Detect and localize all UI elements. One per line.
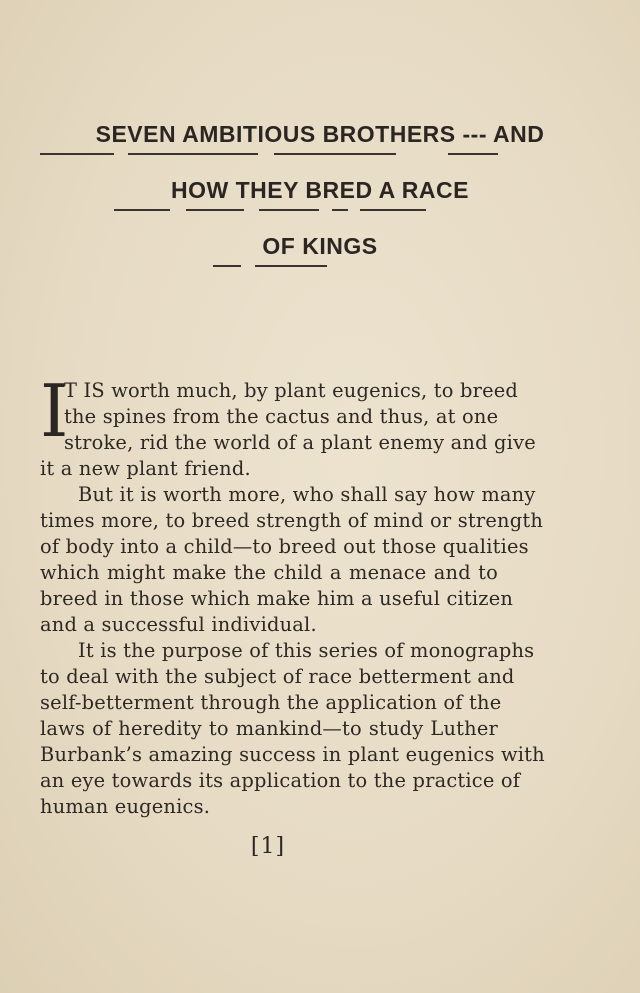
text-line: times more, to breed strength of mind or strength: [40, 509, 544, 532]
text-line: and a successful individual.: [40, 613, 317, 636]
text-line: Burbank’s amazing success in plant eugenics with: [40, 743, 545, 766]
chapter-title-line-1: SEVEN AMBITIOUS BROTHERS --- AND: [95, 121, 545, 147]
text-line: stroke, rid the world of a plant enemy and give: [64, 431, 536, 454]
text-line: of body into a child—to breed out those qualities: [40, 535, 529, 558]
paragraph-2: [40, 482, 544, 638]
title-underline: [114, 209, 170, 211]
text-line: It is the purpose of this series of monographs: [78, 639, 535, 662]
text-line: an eye towards its application to the practice of: [40, 769, 521, 792]
title-underline: [213, 265, 241, 267]
text-line: self-betterment through the application of the: [40, 691, 502, 714]
page-number: [1]: [250, 834, 286, 859]
title-underline: [274, 153, 396, 155]
text-line: it a new plant friend.: [40, 457, 251, 480]
chapter-title-line-3: OF KINGS: [262, 233, 378, 259]
text-line: breed in those which make him a useful citizen: [40, 587, 514, 610]
paragraph-1-opening: [64, 378, 536, 456]
text-line: T IS worth much, by plant eugenics, to breed: [64, 379, 519, 402]
text-line: human eugenics.: [40, 795, 211, 818]
title-underline: [186, 209, 244, 211]
drop-cap-letter: I: [40, 369, 69, 453]
title-underline: [448, 153, 498, 155]
chapter-title-line-2: HOW THEY BRED A RACE: [171, 177, 469, 203]
paragraph-1-closing: [40, 456, 498, 482]
text-line: to deal with the subject of race betterment and: [40, 665, 515, 688]
paragraph-3: [40, 638, 545, 820]
text-line: which might make the child a menace and to: [40, 561, 498, 584]
title-underline: [259, 209, 319, 211]
title-underline: [360, 209, 426, 211]
title-underline: [332, 209, 348, 211]
text-line: the spines from the cactus and thus, at one: [64, 405, 499, 428]
title-underline: [255, 265, 327, 267]
title-underline: [128, 153, 258, 155]
text-line: laws of heredity to mankind—to study Luther: [40, 717, 498, 740]
title-underline: [40, 153, 114, 155]
text-line: But it is worth more, who shall say how many: [78, 483, 536, 506]
